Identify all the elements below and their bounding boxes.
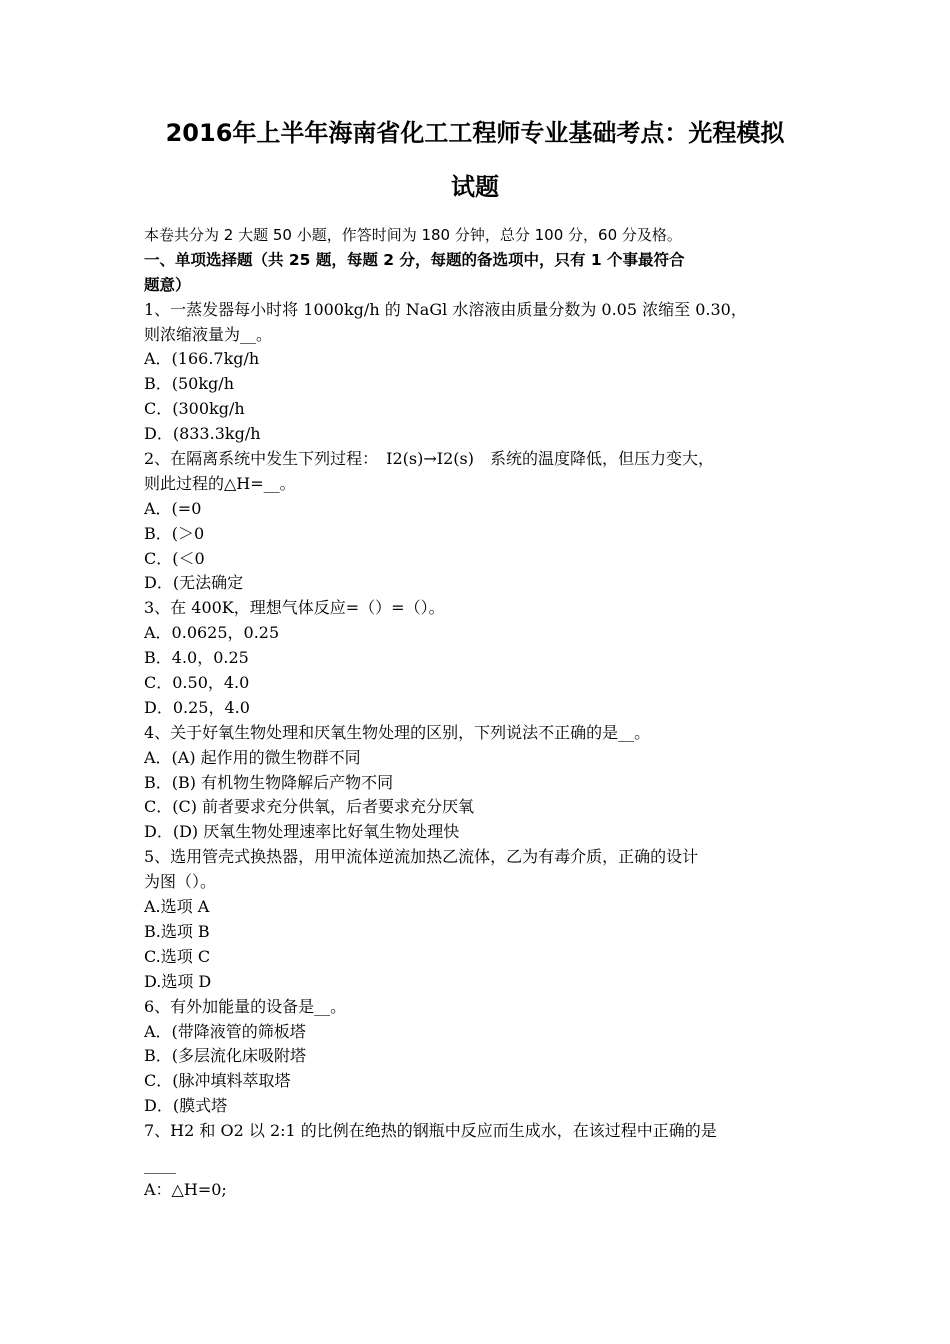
document-title-line-2: 试题 bbox=[451, 173, 499, 201]
question-3-option-b: B．4.0，0.25 bbox=[144, 648, 249, 668]
question-6-option-a: A．(带降液管的筛板塔 bbox=[144, 1021, 306, 1041]
exam-intro: 本卷共分为 2 大题 50 小题，作答时间为 180 分钟，总分 100 分，60 分及格。 bbox=[144, 226, 682, 244]
document-title-line-1: 2016年上半年海南省化工工程师专业基础考点：光程模拟 bbox=[165, 119, 785, 147]
question-6-option-d: D．(膜式塔 bbox=[144, 1096, 228, 1116]
question-3-option-a: A．0.0625，0.25 bbox=[144, 623, 280, 643]
question-1-option-c: C．(300kg/h bbox=[144, 399, 245, 419]
question-2-option-b: B．(＞0 bbox=[144, 523, 205, 543]
question-1-option-d: D．(833.3kg/h bbox=[144, 424, 261, 444]
document-body bbox=[144, 223, 814, 1203]
question-3-option-d: D．0.25，4.0 bbox=[144, 697, 250, 717]
question-1-stem-continued: 则浓缩液量为__。 bbox=[144, 324, 273, 344]
section-heading-continued: 题意） bbox=[144, 275, 191, 294]
question-5-stem: 5、选用管壳式换热器，用甲流体逆流加热乙流体，乙为有毒介质，正确的设计 bbox=[144, 847, 699, 867]
question-2-stem-continued: 则此过程的△H=__。 bbox=[144, 473, 296, 493]
section-heading: 一、单项选择题（共 25 题，每题 2 分，每题的备选项中，只有 1 个事最符合 bbox=[144, 250, 685, 269]
question-3-option-c: C．0.50，4.0 bbox=[144, 673, 250, 693]
question-5-stem-continued: 为图（）。 bbox=[144, 872, 217, 892]
question-2-option-a: A．(=0 bbox=[144, 498, 202, 518]
question-4-option-b: B．(B) 有机物生物降解后产物不同 bbox=[144, 772, 394, 792]
question-7-answer-blank: ____ bbox=[144, 1155, 176, 1175]
question-5-option-b: B.选项 B bbox=[144, 921, 210, 941]
question-4-stem: 4、关于好氧生物处理和厌氧生物处理的区别，下列说法不正确的是__。 bbox=[144, 722, 651, 742]
question-6-option-b: B．(多层流化床吸附塔 bbox=[144, 1046, 307, 1066]
question-2-option-d: D．(无法确定 bbox=[144, 573, 244, 593]
question-2-option-c: C．(＜0 bbox=[144, 548, 205, 568]
question-5-option-a: A.选项 A bbox=[144, 897, 210, 917]
question-4-option-d: D．(D) 厌氧生物处理速率比好氧生物处理快 bbox=[144, 822, 460, 842]
question-1-option-b: B．(50kg/h bbox=[144, 374, 234, 394]
question-1-option-a: A．(166.7kg/h bbox=[144, 349, 260, 369]
question-1-stem: 1、一蒸发器每小时将 1000kg/h 的 NaGl 水溶液由质量分数为 0.05 浓缩至 0.30， bbox=[144, 299, 747, 319]
question-4-option-a: A．(A) 起作用的微生物群不同 bbox=[144, 747, 361, 767]
question-6-option-c: C．(脉冲填料萃取塔 bbox=[144, 1071, 291, 1091]
question-5-option-d: D.选项 D bbox=[144, 971, 212, 991]
question-7-option-a: A：△H=0; bbox=[144, 1179, 227, 1199]
question-7-stem: 7、H2 和 O2 以 2:1 的比例在绝热的钢瓶中反应而生成水，在该过程中正确的是 bbox=[144, 1121, 717, 1141]
question-5-option-c: C.选项 C bbox=[144, 946, 211, 966]
question-6-stem: 6、有外加能量的设备是__。 bbox=[144, 996, 347, 1016]
question-3-stem: 3、在 400K，理想气体反应=（）=（）。 bbox=[144, 598, 445, 618]
question-4-option-c: C．(C) 前者要求充分供氧，后者要求充分厌氧 bbox=[144, 797, 475, 817]
question-2-stem: 2、在隔离系统中发生下列过程： I2(s)→I2(s) 系统的温度降低，但压力变大， bbox=[144, 449, 714, 469]
